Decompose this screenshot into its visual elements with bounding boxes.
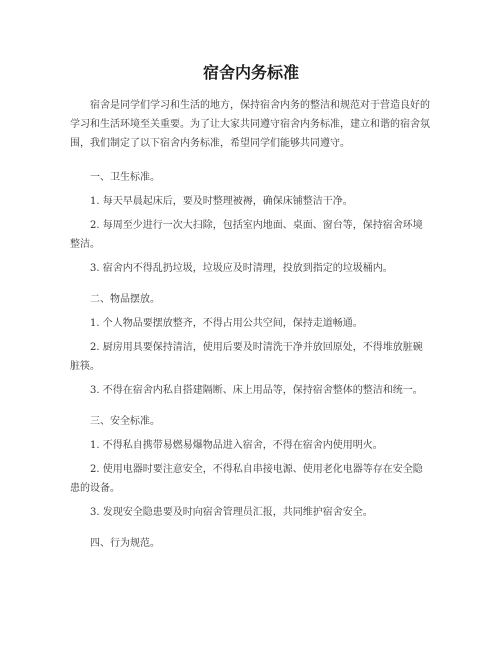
hygiene-item-2: 2. 每周至少进行一次大扫除，包括室内地面、桌面、窗台等，保持宿舍环境整洁。	[70, 220, 423, 250]
safety-item-2: 2. 使用电器时要注意安全，不得私自串接电源、使用老化电器等存在安全隐患的设备。	[70, 464, 423, 494]
hygiene-item-3: 3. 宿舍内不得乱扔垃圾，垃圾应及时清理，投放到指定的垃圾桶内。	[90, 263, 393, 274]
section-heading-safety: 三、安全标准。	[90, 416, 160, 427]
safety-item-3: 3. 发现安全隐患要及时向宿舍管理员汇报，共同维护宿舍安全。	[90, 507, 373, 518]
intro-paragraph: 宿舍是同学们学习和生活的地方，保持宿舍内务的整洁和规范对于营造良好的学习和生活环境至关重要。为了让大家共同遵守宿舍内务标准，建立和谐的宿舍氛围，我们制定了以下宿舍内务标准，希望同学们能够共同遵守。	[70, 100, 430, 149]
items-item-3: 3. 不得在宿舍内私自搭建隔断、床上用品等，保持宿舍整体的整洁和统一。	[90, 385, 423, 396]
section-heading-items: 二、物品摆放。	[90, 294, 160, 305]
items-item-2: 2. 厨房用具要保持清洁，使用后要及时清洗干净并放回原处，不得堆放脏碗脏筷。	[70, 342, 423, 372]
hygiene-item-1: 1. 每天早晨起床后，要及时整理被褥，确保床铺整洁干净。	[90, 196, 353, 207]
document-title: 宿舍内务标准	[202, 63, 299, 82]
section-heading-hygiene: 一、卫生标准。	[90, 172, 160, 183]
safety-item-1: 1. 不得私自携带易燃易爆物品进入宿舍，不得在宿舍内使用明火。	[90, 440, 383, 451]
items-item-1: 1. 个人物品要摆放整齐，不得占用公共空间，保持走道畅通。	[90, 318, 363, 329]
section-heading-conduct: 四、行为规范。	[90, 538, 160, 549]
